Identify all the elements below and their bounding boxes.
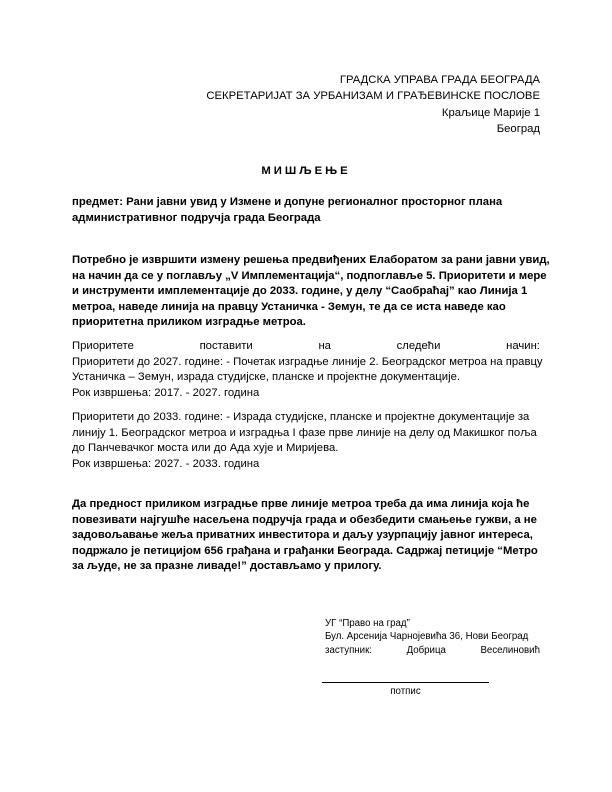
signature-representative [325, 644, 540, 657]
intro-word-2: поставити [199, 340, 253, 352]
representative-first-name: Добрица [406, 644, 446, 656]
closing-line-2: повезивати најгушће насељена подручја града и обезбедити смањење гужви, а не [72, 513, 537, 526]
closing-paragraph [72, 497, 540, 575]
closing-line-3: задовољавање жеља приватних инвеститора и даљу узурпацију јавног интереса, [72, 529, 533, 542]
priorities-intro-line [72, 339, 540, 355]
request-paragraph [72, 253, 550, 331]
address-line-1: ГРАДСКА УПРАВА ГРАДА БЕОГРАДА [339, 74, 540, 86]
closing-line-5: за људе, не за празне ливаде!” достављамо у прилогу. [72, 560, 382, 573]
recipient-address [206, 72, 540, 138]
priority-2027-deadline: Рок извршења: 2017. - 2027. година [72, 386, 260, 399]
subject-line-2: административног подручја града Београда [72, 211, 321, 224]
intro-word-3: на [318, 340, 331, 352]
signature-block [325, 617, 540, 657]
signature-org: УГ “Право на град” [325, 618, 410, 629]
request-line-4: метроа, наведе линија на правцу Устаничка - Земун, те да се иста наведе као [72, 300, 506, 313]
request-line-3: и инструменти имплементације до 2033. године, у делу “Саобраћај” као Линија 1 [72, 285, 528, 298]
intro-word-5: начин: [506, 340, 540, 352]
document-title: МИШЉЕЊЕ [261, 165, 351, 177]
intro-word-1: Приоритете [72, 340, 134, 352]
address-line-3: Краљице Марије 1 [441, 106, 540, 119]
priority-2027-line-1: Приоритети до 2027. године: - Почетак изградње линије 2. Београдског метроа на правцу [72, 355, 543, 368]
priorities-2033-paragraph [72, 410, 540, 472]
closing-line-4: подржало је петицијом 656 грађана и грађанки Београда. Садржај петиције “Метро [72, 544, 538, 557]
priority-2027-line-2: Устаничка – Земун, израда студијске, планске и пројектне документације. [72, 371, 461, 384]
request-line-2: на начин да се у поглављу „V Имплементација“, подпоглавље 5. Приоритети и мере [72, 269, 547, 282]
subject-line-1: предмет: Рани јавни увид у Измене и допуне регионалног просторног плана [72, 196, 503, 208]
representative-last-name: Веселиновић [480, 644, 540, 656]
priority-2033-line-3: до Панчевачког моста или до Ада хује и Миријева. [72, 442, 339, 455]
request-line-1: Потребно је извршити измену решења предвиђених Елаборатом за рани јавни увид, [72, 254, 550, 266]
representative-label: заступник: [325, 644, 372, 656]
priority-2033-line-2: линију 1. Београдског метроа и изградња I фазе прве линије на делу од Макишког поља [72, 426, 537, 439]
request-line-5: приоритетна приликом изградње метроа. [72, 316, 306, 329]
intro-word-4: следећи [396, 340, 441, 352]
subject-paragraph [72, 195, 540, 226]
signature-address: Бул. Арсенија Чарнојевића 36, Нови Београд [325, 631, 529, 643]
address-line-2: СЕКРЕТАРИЈАТ ЗА УРБАНИЗАМ И ГРАЂЕВИНСКЕ ПОСЛОВЕ [206, 90, 540, 103]
priorities-2027-paragraph [72, 339, 543, 401]
closing-line-1: Да предност приликом изградње прве линије метроа треба да има линија која ће [72, 498, 530, 510]
signature-label: потпис [390, 686, 421, 697]
address-line-4: Београд [496, 123, 540, 136]
priority-2033-deadline: Рок извршења: 2027. - 2033. година [72, 457, 260, 470]
signature-line [322, 682, 489, 683]
priority-2033-line-1: Приоритети до 2033. године: - Израда студијске, планске и пројектне документације за [72, 411, 530, 423]
